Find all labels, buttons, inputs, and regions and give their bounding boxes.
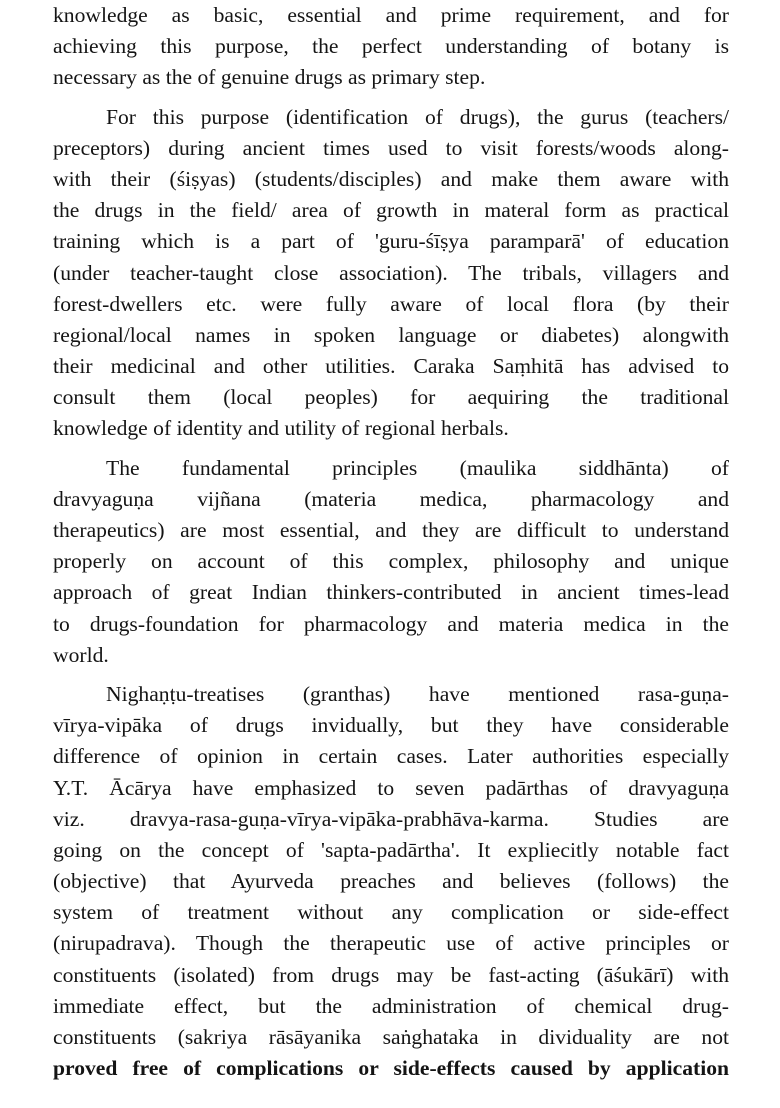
- text-line: going on the concept of 'sapta-padārtha'. It expliecitly notable fact: [53, 837, 729, 862]
- text-line: knowledge of identity and utility of regional herbals.: [53, 416, 509, 441]
- text-line: knowledge as basic, essential and prime requirement, and for: [53, 3, 729, 27]
- text-line: regional/local names in spoken language or diabetes) alongwith: [53, 322, 729, 347]
- text-line: (objective) that Ayurveda preaches and believes (follows) the: [53, 869, 729, 894]
- text-line: their medicinal and other utilities. Caraka Saṃhitā has advised to: [53, 354, 729, 379]
- text-line: Y.T. Ācārya have emphasized to seven padārthas of dravyaguṇa: [53, 775, 729, 800]
- text-line: world.: [53, 642, 109, 667]
- text-line: training which is a part of 'guru-śīṣya paramparā' of education: [53, 229, 729, 254]
- text-line: viz. dravya-rasa-guṇa-vīrya-vipāka-prabhāva-karma. Studies are: [53, 806, 729, 831]
- text-line: consult them (local peoples) for aequiring the traditional: [53, 385, 729, 410]
- text-line: achieving this purpose, the perfect understanding of botany is: [53, 34, 729, 59]
- text-line: dravyaguṇa vijñana (materia medica, pharmacology and: [53, 486, 729, 511]
- text-line: vīrya-vipāka of drugs invidually, but they have considerable: [53, 713, 729, 738]
- paragraph-2: [53, 102, 729, 445]
- text-line: with their (śiṣyas) (students/disciples) and make them aware with: [53, 166, 729, 191]
- text-line: Nighaṇṭu-treatises (granthas) have mentioned rasa-guṇa-: [106, 681, 729, 706]
- text-line: to drugs-foundation for pharmacology and materia medica in the: [53, 611, 729, 636]
- text-line: proved free of complications or side-effects caused by application: [53, 1056, 729, 1081]
- document-page: [53, 0, 729, 1084]
- text-line: difference of opinion in certain cases. Later authorities especially: [53, 744, 729, 769]
- text-line: system of treatment without any complication or side-effect: [53, 900, 729, 925]
- text-line: immediate effect, but the administration of chemical drug-: [53, 993, 729, 1018]
- text-line: necessary as the of genuine drugs as primary step.: [53, 65, 486, 90]
- paragraph-1: [53, 0, 729, 94]
- text-line: (nirupadrava). Though the therapeutic use of active principles or: [53, 931, 729, 956]
- text-line: preceptors) during ancient times used to visit forests/woods along-: [53, 135, 729, 160]
- text-line: constituents (sakriya rāsāyanika saṅghataka in dividuality are not: [53, 1025, 729, 1049]
- text-line: (under teacher-taught close association). The tribals, villagers and: [53, 260, 729, 285]
- paragraph-3: [53, 453, 729, 671]
- paragraph-4: [53, 679, 729, 1084]
- text-line: constituents (isolated) from drugs may be fast-acting (āśukārī) with: [53, 962, 729, 987]
- text-line: approach of great Indian thinkers-contributed in ancient times-lead: [53, 580, 729, 605]
- text-line: For this purpose (identification of drugs), the gurus (teachers/: [106, 104, 729, 129]
- text-line: forest-dwellers etc. were fully aware of local flora (by their: [53, 291, 729, 316]
- text-line: the drugs in the field/ area of growth in materal form as practical: [53, 198, 729, 223]
- text-line: therapeutics) are most essential, and they are difficult to understand: [53, 518, 729, 542]
- text-line: properly on account of this complex, philosophy and unique: [53, 549, 729, 574]
- text-line: The fundamental principles (maulika siddhānta) of: [106, 455, 729, 480]
